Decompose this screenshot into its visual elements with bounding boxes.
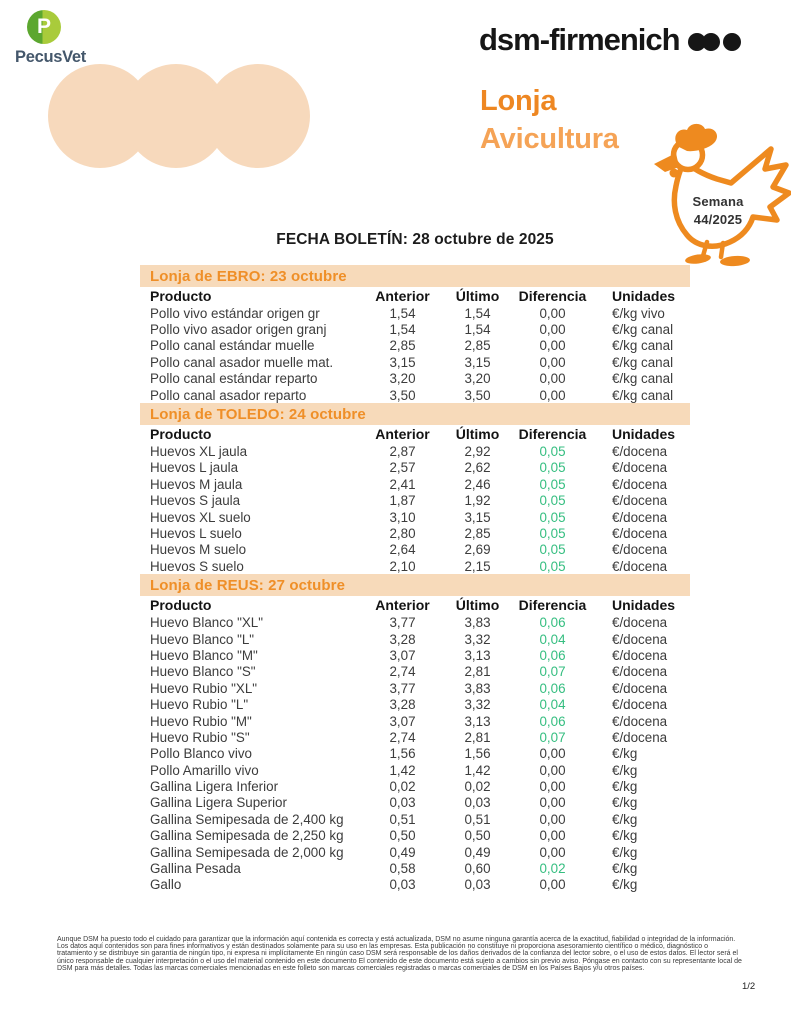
unidades-value: €/kg canal: [612, 371, 674, 387]
diferencia-value: 0,05: [539, 558, 566, 574]
product-name: Huevo Rubio "S": [150, 729, 250, 745]
unidades-value: €/kg: [612, 746, 638, 762]
unidades-value: €/kg: [612, 779, 638, 795]
column-header: Último: [455, 426, 500, 443]
anterior-value: 1,87: [389, 493, 416, 509]
unidades-value: €/docena: [612, 444, 668, 460]
price-row: [140, 860, 690, 876]
unidades-value: €/docena: [612, 729, 668, 745]
anterior-value: 0,51: [389, 811, 416, 827]
price-row: [140, 321, 690, 337]
anterior-value: 3,07: [389, 713, 416, 729]
diferencia-value: 0,04: [539, 631, 566, 647]
ultimo-value: 3,83: [464, 680, 491, 696]
diferencia-value: 0,00: [539, 828, 566, 844]
unidades-value: €/docena: [612, 664, 668, 680]
unidades-value: €/docena: [612, 713, 668, 729]
ultimo-value: 2,85: [464, 525, 491, 541]
product-name: Huevos L jaula: [150, 460, 239, 476]
dsm-firmenich-logo-text: dsm-firmenich: [479, 22, 680, 57]
column-header: Producto: [150, 597, 212, 614]
ultimo-value: 2,15: [464, 558, 491, 574]
price-row: [140, 647, 690, 663]
unidades-value: €/docena: [612, 525, 668, 541]
ultimo-value: 0,02: [464, 779, 491, 795]
anterior-value: 3,15: [389, 354, 416, 370]
diferencia-value: 0,05: [539, 509, 566, 525]
product-name: Gallina Ligera Superior: [150, 795, 287, 811]
unidades-value: €/kg: [612, 861, 638, 877]
title-line-avicultura: Avicultura: [480, 123, 619, 155]
lonja-section: [140, 403, 690, 574]
anterior-value: 3,20: [389, 371, 416, 387]
ultimo-value: 2,81: [464, 664, 491, 680]
unidades-value: €/kg: [612, 762, 638, 778]
price-row: [140, 631, 690, 647]
diferencia-value: 0,05: [539, 542, 566, 558]
price-row: [140, 509, 690, 525]
price-row: [140, 558, 690, 574]
product-name: Huevos S jaula: [150, 493, 241, 509]
ultimo-value: 0,49: [464, 844, 491, 860]
price-row: [140, 664, 690, 680]
lonja-section: [140, 265, 690, 403]
column-header-row: [140, 596, 690, 614]
price-row: [140, 828, 690, 844]
anterior-value: 1,54: [389, 322, 416, 338]
anterior-value: 3,50: [389, 387, 416, 403]
column-header: Último: [455, 597, 500, 614]
column-header: Unidades: [612, 426, 676, 443]
unidades-value: €/docena: [612, 558, 668, 574]
anterior-value: 0,58: [389, 861, 416, 877]
product-name: Huevo Rubio "M": [150, 713, 252, 729]
anterior-value: 0,50: [389, 828, 416, 844]
product-name: Gallina Ligera Inferior: [150, 779, 279, 795]
product-name: Pollo canal asador muelle mat.: [150, 354, 334, 370]
price-row: [140, 443, 690, 459]
column-header-row: [140, 425, 690, 443]
unidades-value: €/kg: [612, 811, 638, 827]
anterior-value: 3,07: [389, 647, 416, 663]
price-row: [140, 387, 690, 403]
ultimo-value: 0,03: [464, 877, 491, 893]
unidades-value: €/kg: [612, 828, 638, 844]
price-row: [140, 371, 690, 387]
unidades-value: €/kg: [612, 877, 638, 893]
price-row: [140, 493, 690, 509]
price-row: [140, 460, 690, 476]
price-tables: [140, 265, 690, 893]
unidades-value: €/kg: [612, 795, 638, 811]
unidades-value: €/docena: [612, 542, 668, 558]
diferencia-value: 0,06: [539, 680, 566, 696]
price-row: [140, 778, 690, 794]
dsm-dots-icon: [688, 32, 742, 52]
anterior-value: 1,56: [389, 746, 416, 762]
unidades-value: €/kg canal: [612, 322, 674, 338]
anterior-value: 2,74: [389, 729, 416, 745]
ultimo-value: 1,54: [464, 322, 491, 338]
diferencia-value: 0,04: [539, 697, 566, 713]
ultimo-value: 2,69: [464, 542, 491, 558]
diferencia-value: 0,05: [539, 476, 566, 492]
ultimo-value: 0,60: [464, 861, 491, 877]
chicken-illustration: [643, 123, 791, 273]
diferencia-value: 0,00: [539, 387, 566, 403]
diferencia-value: 0,00: [539, 305, 566, 321]
unidades-value: €/kg canal: [612, 387, 674, 403]
ultimo-value: 2,85: [464, 338, 491, 354]
section-title-band: [140, 574, 690, 596]
diferencia-value: 0,05: [539, 444, 566, 460]
product-name: Huevos M suelo: [150, 542, 247, 558]
anterior-value: 2,80: [389, 525, 416, 541]
product-name: Pollo canal asador reparto: [150, 387, 307, 403]
section-title: Lonja de EBRO: 23 octubre: [150, 267, 347, 285]
product-name: Huevos XL suelo: [150, 509, 251, 525]
diferencia-value: 0,07: [539, 664, 566, 680]
week-number: 44/2025: [693, 211, 743, 227]
peach-circle-decoration: [206, 64, 310, 168]
column-header: Diferencia: [518, 597, 587, 614]
ultimo-value: 1,42: [464, 762, 491, 778]
ultimo-value: 2,92: [464, 444, 491, 460]
ultimo-value: 3,50: [464, 387, 491, 403]
diferencia-value: 0,00: [539, 322, 566, 338]
diferencia-value: 0,00: [539, 844, 566, 860]
product-name: Pollo vivo asador origen granj: [150, 322, 327, 338]
column-header: Anterior: [375, 426, 430, 443]
diferencia-value: 0,00: [539, 371, 566, 387]
price-row: [140, 762, 690, 778]
unidades-value: €/docena: [612, 493, 668, 509]
section-title: Lonja de TOLEDO: 24 octubre: [150, 405, 366, 423]
section-title-band: [140, 403, 690, 425]
product-name: Huevo Blanco "M": [150, 647, 258, 663]
anterior-value: 2,74: [389, 664, 416, 680]
ultimo-value: 1,54: [464, 305, 491, 321]
anterior-value: 3,28: [389, 697, 416, 713]
price-row: [140, 338, 690, 354]
column-header: Unidades: [612, 288, 676, 304]
diferencia-value: 0,00: [539, 746, 566, 762]
column-header: Diferencia: [518, 426, 587, 443]
product-name: Pollo canal estándar muelle: [150, 338, 315, 354]
diferencia-value: 0,06: [539, 615, 566, 631]
bulletin-date: FECHA BOLETÍN: 28 octubre de 2025: [276, 231, 554, 248]
column-header: Último: [455, 288, 500, 304]
product-name: Huevo Rubio "XL": [150, 680, 258, 696]
ultimo-value: 3,13: [464, 713, 491, 729]
lonja-section: [140, 574, 690, 893]
pecusvet-logo-icon: P: [27, 10, 61, 44]
anterior-value: 2,64: [389, 542, 416, 558]
ultimo-value: 3,83: [464, 615, 491, 631]
diferencia-value: 0,05: [539, 460, 566, 476]
anterior-value: 0,03: [389, 877, 416, 893]
week-badge: [672, 193, 764, 228]
ultimo-value: 0,51: [464, 811, 491, 827]
ultimo-value: 1,56: [464, 746, 491, 762]
price-row: [140, 476, 690, 492]
diferencia-value: 0,02: [539, 861, 566, 877]
price-row: [140, 614, 690, 630]
price-row: [140, 305, 690, 321]
product-name: Gallina Pesada: [150, 861, 241, 877]
anterior-value: 2,41: [389, 476, 416, 492]
price-row: [140, 877, 690, 893]
anterior-value: 0,02: [389, 779, 416, 795]
unidades-value: €/docena: [612, 509, 668, 525]
diferencia-value: 0,00: [539, 811, 566, 827]
week-label: Semana: [692, 194, 744, 209]
diferencia-value: 0,00: [539, 877, 566, 893]
unidades-value: €/kg vivo: [612, 305, 665, 321]
column-header: Producto: [150, 288, 212, 304]
ultimo-value: 3,15: [464, 509, 491, 525]
page-number: 1/2: [742, 981, 756, 992]
column-header-row: [140, 287, 690, 305]
anterior-value: 0,49: [389, 844, 416, 860]
pecusvet-logo-text: PecusVet: [15, 48, 86, 66]
product-name: Huevo Blanco "S": [150, 664, 256, 680]
diferencia-value: 0,00: [539, 779, 566, 795]
product-name: Gallina Semipesada de 2,000 kg: [150, 844, 344, 860]
column-header: Anterior: [375, 288, 430, 304]
price-row: [140, 844, 690, 860]
dsm-firmenich-logo: [479, 22, 742, 58]
ultimo-value: 1,92: [464, 493, 491, 509]
diferencia-value: 0,06: [539, 647, 566, 663]
disclaimer-text: Aunque DSM ha puesto todo el cuidado para garantizar que la información aquí contenida es correcta y está actualizada, DSM no asume ninguna garantía acerca de la exactitud, fiabilidad o integridad de la información. Los datos aquí contenidos son para fines informativos y están destinados solamente para su uso en las empresas. Esta publicación no constituye ni proporciona asesoramiento científico o médico, diagnóstico o tratamiento y se distribuye sin garantía de ningún tipo, ni expresa ni implícitamente En ningún caso DSM será responsable de los daños derivados de la confianza del lector sobre, o el uso de estos datos. El lector será el único responsable de cualquier interpretación o el uso del material contenido en este documento El contenido de este documento está sujeto a cambios sin previo aviso. Póngase en contacto con su representante local de DSM para más detalles. Todas las marcas comerciales mencionadas en este folleto son marcas comerciales registradas o marcas comerciales de DSM en los Países Bajos y/u otros países.: [57, 936, 742, 972]
anterior-value: 3,28: [389, 631, 416, 647]
price-row: [140, 811, 690, 827]
column-header: Producto: [150, 426, 212, 443]
unidades-value: €/docena: [612, 476, 668, 492]
product-name: Pollo canal estándar reparto: [150, 371, 318, 387]
anterior-value: 2,57: [389, 460, 416, 476]
title-line-lonja: Lonja: [480, 85, 557, 117]
product-name: Gallo: [150, 877, 182, 893]
ultimo-value: 0,50: [464, 828, 491, 844]
price-row: [140, 746, 690, 762]
unidades-value: €/docena: [612, 697, 668, 713]
product-name: Huevos L suelo: [150, 525, 242, 541]
unidades-value: €/docena: [612, 460, 668, 476]
ultimo-value: 3,32: [464, 697, 491, 713]
diferencia-value: 0,07: [539, 729, 566, 745]
price-row: [140, 696, 690, 712]
unidades-value: €/kg canal: [612, 338, 674, 354]
anterior-value: 3,10: [389, 509, 416, 525]
anterior-value: 1,42: [389, 762, 416, 778]
product-name: Gallina Semipesada de 2,400 kg: [150, 811, 344, 827]
product-name: Huevos M jaula: [150, 476, 243, 492]
anterior-value: 3,77: [389, 680, 416, 696]
unidades-value: €/docena: [612, 647, 668, 663]
price-row: [140, 525, 690, 541]
unidades-value: €/kg: [612, 844, 638, 860]
price-row: [140, 542, 690, 558]
price-row: [140, 354, 690, 370]
price-row: [140, 729, 690, 745]
product-name: Huevos XL jaula: [150, 444, 248, 460]
anterior-value: 0,03: [389, 795, 416, 811]
ultimo-value: 0,03: [464, 795, 491, 811]
diferencia-value: 0,00: [539, 354, 566, 370]
anterior-value: 2,85: [389, 338, 416, 354]
anterior-value: 2,87: [389, 444, 416, 460]
document-title: [480, 82, 619, 158]
ultimo-value: 3,15: [464, 354, 491, 370]
anterior-value: 1,54: [389, 305, 416, 321]
product-name: Huevo Blanco "XL": [150, 615, 263, 631]
column-header: Anterior: [375, 597, 430, 614]
unidades-value: €/docena: [612, 680, 668, 696]
product-name: Huevo Rubio "L": [150, 697, 249, 713]
column-header: Unidades: [612, 597, 676, 614]
anterior-value: 3,77: [389, 615, 416, 631]
section-title-band: [140, 265, 690, 287]
diferencia-value: 0,06: [539, 713, 566, 729]
price-row: [140, 680, 690, 696]
ultimo-value: 2,46: [464, 476, 491, 492]
unidades-value: €/docena: [612, 631, 668, 647]
ultimo-value: 3,13: [464, 647, 491, 663]
unidades-value: €/docena: [612, 615, 668, 631]
ultimo-value: 2,62: [464, 460, 491, 476]
diferencia-value: 0,00: [539, 795, 566, 811]
diferencia-value: 0,00: [539, 762, 566, 778]
product-name: Pollo Amarillo vivo: [150, 762, 259, 778]
diferencia-value: 0,05: [539, 493, 566, 509]
price-row: [140, 795, 690, 811]
anterior-value: 2,10: [389, 558, 416, 574]
section-title: Lonja de REUS: 27 octubre: [150, 576, 346, 594]
product-name: Huevo Blanco "L": [150, 631, 255, 647]
diferencia-value: 0,05: [539, 525, 566, 541]
ultimo-value: 3,20: [464, 371, 491, 387]
column-header: Diferencia: [518, 288, 587, 304]
unidades-value: €/kg canal: [612, 354, 674, 370]
ultimo-value: 2,81: [464, 729, 491, 745]
product-name: Pollo vivo estándar origen gr: [150, 305, 320, 321]
diferencia-value: 0,00: [539, 338, 566, 354]
product-name: Pollo Blanco vivo: [150, 746, 252, 762]
price-row: [140, 713, 690, 729]
ultimo-value: 3,32: [464, 631, 491, 647]
product-name: Huevos S suelo: [150, 558, 244, 574]
product-name: Gallina Semipesada de 2,250 kg: [150, 828, 344, 844]
